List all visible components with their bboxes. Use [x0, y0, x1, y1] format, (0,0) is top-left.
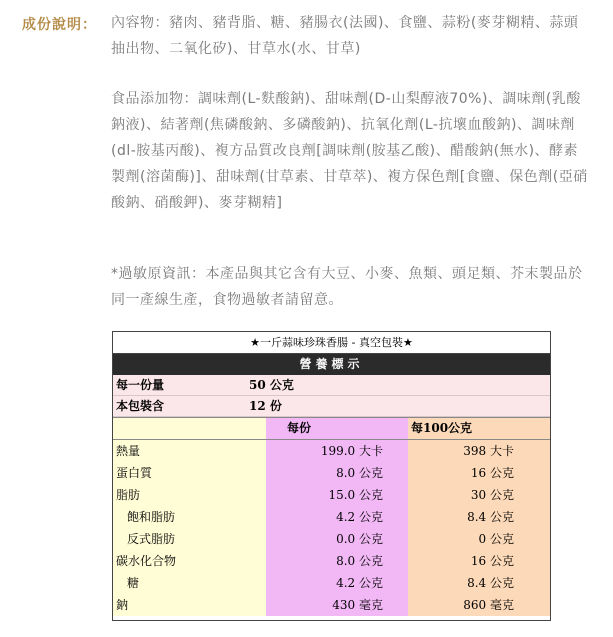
- nutrition-facts-label: [112, 331, 551, 621]
- nutrient-row-saturated-fat: [113, 506, 550, 528]
- nutrient-row-trans-fat: [113, 528, 550, 550]
- per-serving-value: 4.2 公克: [336, 510, 383, 524]
- nutrient-name: 碳水化合物: [116, 554, 177, 568]
- serving-size-label: 每一份量: [116, 378, 165, 392]
- column-header-row: [113, 417, 550, 440]
- per-100g-value: 8.4 公克: [467, 510, 514, 524]
- per-100g-value: 30 公克: [470, 488, 514, 502]
- per-100g-value: 398 大卡: [463, 444, 514, 458]
- per-serving-value: 199.0 大卡: [320, 444, 383, 458]
- nutrient-name: 蛋白質: [116, 466, 153, 480]
- per-serving-value: 15.0 公克: [328, 488, 383, 502]
- nutrient-name: 飽和脂肪: [127, 510, 176, 524]
- per-100g-value: 8.4 公克: [467, 576, 514, 590]
- nutrient-row-sugar: [113, 572, 550, 594]
- nutrient-row-carbohydrate: [113, 550, 550, 572]
- serving-size-row: [113, 375, 550, 396]
- per-serving-value: 4.2 公克: [336, 576, 383, 590]
- per-serving-value: 430 毫克: [332, 598, 383, 612]
- ingredients-text: 內容物：豬肉、豬背脂、糖、豬腸衣(法國)、食鹽、蒜粉(麥芽糊精、蒜頭抽出物、二氧化矽)、甘草水(水、甘草): [111, 15, 579, 57]
- servings-per-package-value: 12 份: [249, 399, 282, 413]
- ingredients-label: 成份說明：: [22, 17, 97, 33]
- nutrient-name: 反式脂肪: [127, 532, 176, 546]
- servings-per-package-row: [113, 396, 550, 417]
- nutrient-name: 脂肪: [116, 488, 141, 502]
- nutrition-header: 營養標示: [113, 354, 550, 375]
- per-serving-value: 8.0 公克: [336, 554, 383, 568]
- per-serving-value: 0.0 公克: [336, 532, 383, 546]
- product-title: ★一斤蒜味珍珠香腸 - 真空包裝★: [113, 332, 550, 354]
- nutrient-name: 鈉: [116, 598, 129, 612]
- nutrient-row-sodium: [113, 594, 550, 616]
- allergen-text: *過敏原資訊：本產品與其它含有大豆、小麥、魚類、頭足類、芥末製品於同一產線生產，食物過敏者請留意。: [111, 266, 583, 308]
- nutrient-row-fat: [113, 484, 550, 506]
- per-100g-header: 每100公克: [411, 421, 473, 435]
- nutrient-name: 糖: [127, 576, 140, 590]
- nutrient-name: 熱量: [116, 444, 141, 458]
- nutrient-row-protein: [113, 462, 550, 484]
- nutrient-row-energy: [113, 440, 550, 462]
- per-serving-header: 每份: [287, 421, 312, 435]
- serving-info: [113, 375, 550, 417]
- per-serving-value: 8.0 公克: [336, 466, 383, 480]
- servings-per-package-label: 本包裝含: [116, 399, 165, 413]
- per-100g-value: 860 毫克: [463, 598, 514, 612]
- per-100g-value: 0 公克: [478, 532, 514, 546]
- additives-text: 食品添加物：調味劑(L-麩酸鈉)、甜味劑(D-山梨醇液70%)、調味劑(乳酸鈉液)、結著劑(焦磷酸鈉、多磷酸鈉)、抗氧化劑(L-抗壞血酸鈉)、調味劑(dl-胺基丙酸)、複方品質改良劑[調味劑(胺基乙酸)、醋酸鈉(無水)、酵素製劑(溶菌酶)]、甜味劑(甘草素、甘草萃)、複方保色劑[食鹽、保色劑(亞硝酸鈉、硝酸鉀)、麥芽糊精]: [111, 91, 588, 211]
- per-100g-value: 16 公克: [470, 466, 514, 480]
- nutrient-grid: [113, 417, 550, 616]
- per-100g-value: 16 公克: [470, 554, 514, 568]
- serving-size-value: 50 公克: [249, 378, 294, 392]
